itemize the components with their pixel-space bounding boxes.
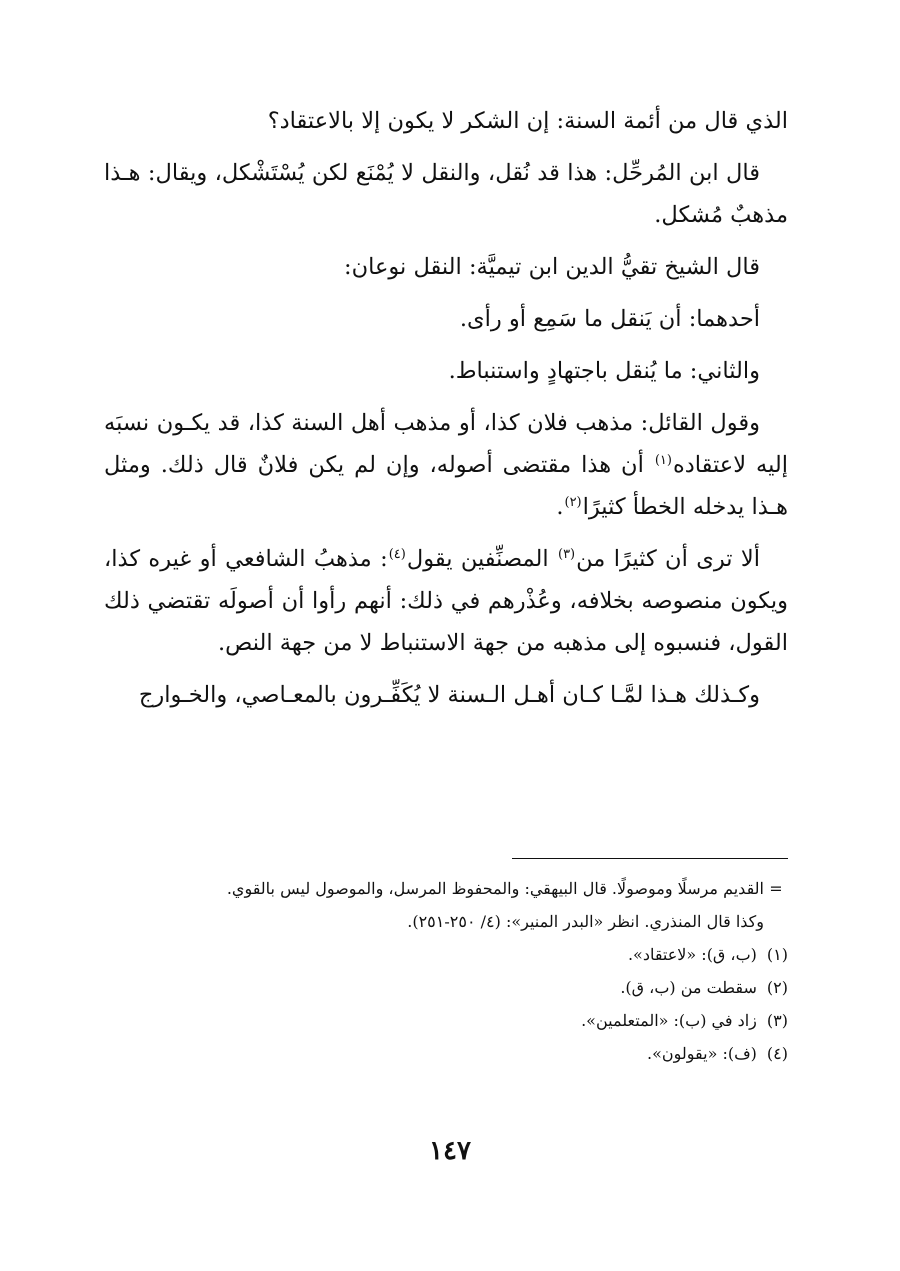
- paragraph-4: أحدهما: أن يَنقل ما سَمِع أو رأى.: [459, 306, 760, 332]
- footnote-divider: [512, 858, 788, 859]
- footnote-number: (١): [766, 945, 788, 964]
- paragraph-3: قال الشيخ تقيُّ الدين ابن تيميَّة: النقل نوعان:: [344, 254, 760, 280]
- paragraph-7-text-c: : مذهبُ الشافعي أو غيره كذا، ويكون منصوصه بخلافه، وعُذْرهم في ذلك: أنهم رأوا أن أصولَه تقتضي ذلك القول، فنسبوه إلى مذهبه من جهة الاستنباط لا من جهة النص.: [104, 546, 788, 656]
- paragraph-5: والثاني: ما يُنقل باجتهادٍ واستنباط.: [448, 358, 760, 384]
- paragraph-7-text-a: ألا ترى أن كثيرًا من: [576, 546, 760, 572]
- continuation-line-2: وكذا قال المنذري. انظر «البدر المنير»: (٤/ ٢٥٠-٢٥١).: [407, 912, 764, 931]
- paragraph-6-text-c: .: [556, 494, 564, 520]
- page-number: ١٤٧: [429, 1136, 471, 1166]
- footnote-ref-2[interactable]: (٢): [564, 494, 582, 510]
- continuation-marker: =: [769, 879, 783, 898]
- footnote-text: سقطت من (ب، ق).: [620, 978, 757, 997]
- footnote-item-3: [104, 1004, 788, 1037]
- footnote-number: (٢): [766, 978, 788, 997]
- footnote-ref-1[interactable]: (١): [654, 452, 672, 468]
- paragraph-8: وكـذلك هـذا لمَّـا كـان أهـل الـسنة لا يُكَفِّـرون بالمعـاصي، والخـوارج: [138, 682, 760, 708]
- footnote-ref-3[interactable]: (٣): [557, 546, 576, 562]
- paragraph-2: قال ابن المُرحِّل: هذا قد نُقل، والنقل لا يُمْنَع لكن يُسْتَشْكل، ويقال: هـذا مذهبٌ مُشكل.: [104, 160, 788, 228]
- footnote-item-1: [104, 938, 788, 971]
- continuation-line-1: القديم مرسلًا وموصولًا. قال البيهقي: والمحفوظ المرسل، والموصول ليس بالقوي.: [226, 879, 764, 898]
- paragraph-1: الذي قال من أئمة السنة: إن الشكر لا يكون إلا بالاعتقاد؟: [267, 108, 788, 134]
- paragraph-6-text-b: أن هذا مقتضى أصوله، وإن لم يكن فلانٌ قال ذلك. ومثل هـذا يدخله الخطأ كثيرًا: [104, 452, 788, 520]
- footnote-number: (٣): [766, 1011, 788, 1030]
- paragraph-7-text-b: المصنِّفين يقول: [406, 546, 557, 572]
- footnote-text: زاد في (ب): «المتعلمين».: [581, 1011, 757, 1030]
- footnote-item-4: [104, 1037, 788, 1070]
- paragraph-6: [104, 402, 788, 528]
- footnote-item-2: [104, 971, 788, 1004]
- footnote-text: (ب، ق): «لاعتقاد».: [627, 945, 757, 964]
- footnote-ref-4[interactable]: (٤): [388, 546, 406, 562]
- footnote-text: (ف): «يقولون».: [646, 1044, 757, 1063]
- paragraph-6-text-a: وقول القائل: مذهب فلان كذا، أو مذهب أهل السنة كذا، قد يكـون نسبَه إليه لاعتقاده: [104, 410, 788, 478]
- footnotes: [104, 872, 788, 1070]
- footnote-number: (٤): [766, 1044, 788, 1063]
- paragraph-7: [104, 538, 788, 664]
- footnote-continuation: [104, 872, 788, 938]
- main-text: [104, 100, 788, 726]
